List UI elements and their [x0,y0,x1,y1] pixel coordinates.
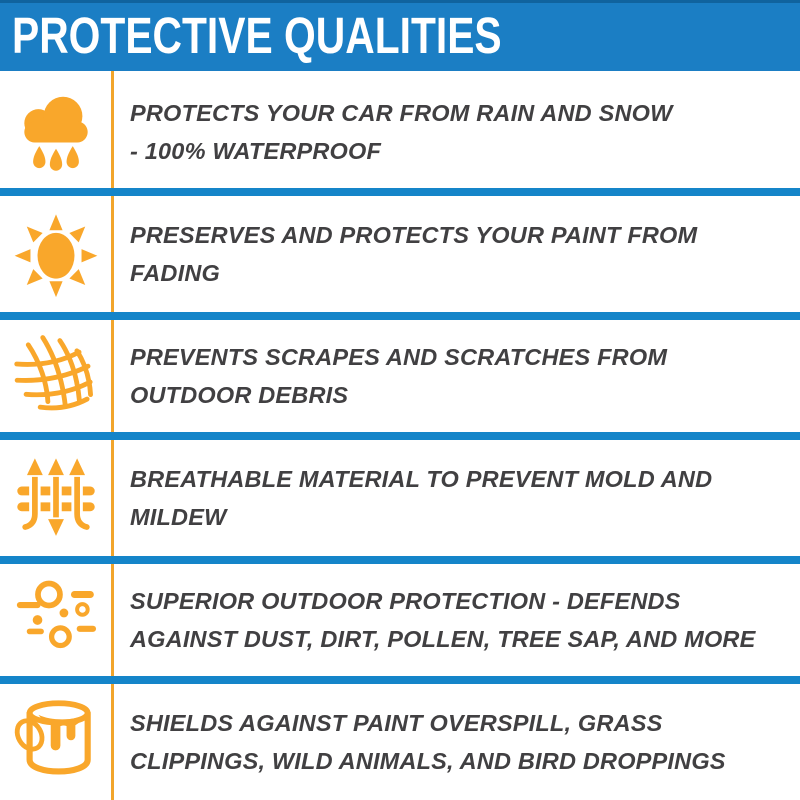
paint-bucket-icon [0,698,112,786]
feature-line: SHIELDS AGAINST PAINT OVERSPILL, GRASS [130,710,663,736]
feature-row-scratches [0,320,800,432]
feature-text [112,338,679,414]
divider-bar [0,556,800,564]
page-title: PROTECTIVE QUALITIES [12,7,502,64]
divider-bar [0,432,800,440]
feature-line: CLIPPINGS, WILD ANIMALS, AND BIRD DROPPINGS [130,748,726,774]
feature-text [112,94,684,170]
feature-line: OUTDOOR DEBRIS [130,382,349,408]
rain-cloud-icon [0,88,112,176]
feature-line: - 100% WATERPROOF [130,137,382,164]
feature-line: PREVENTS SCRAPES AND SCRATCHES FROM [130,344,668,370]
divider-bar [0,312,800,320]
feature-line: PROTECTS YOUR CAR FROM RAIN AND SNOW [130,99,673,126]
divider-bar [0,676,800,684]
sun-icon [0,210,112,298]
feature-text [112,216,709,292]
mesh-net-icon [0,332,112,420]
feature-line: AGAINST DUST, DIRT, POLLEN, TREE SAP, AND MORE [130,626,756,652]
feature-row-fading [0,196,800,312]
feature-row-dust [0,564,800,676]
feature-row-overspill [0,684,800,800]
dust-particles-icon [0,576,112,664]
feature-line: PRESERVES AND PROTECTS YOUR PAINT FROM [130,222,698,248]
divider-bar [0,188,800,196]
feature-text [112,460,724,536]
feature-row-breathable [0,440,800,556]
breathable-arrows-icon [0,454,112,542]
feature-line: SUPERIOR OUTDOOR PROTECTION - DEFENDS [130,588,681,614]
feature-line: MILDEW [130,504,227,530]
header-banner [0,0,800,71]
feature-row-waterproof [0,75,800,188]
feature-text [112,704,738,780]
feature-text [112,582,767,658]
feature-line: BREATHABLE MATERIAL TO PREVENT MOLD AND [130,466,713,492]
feature-line: FADING [130,260,220,286]
